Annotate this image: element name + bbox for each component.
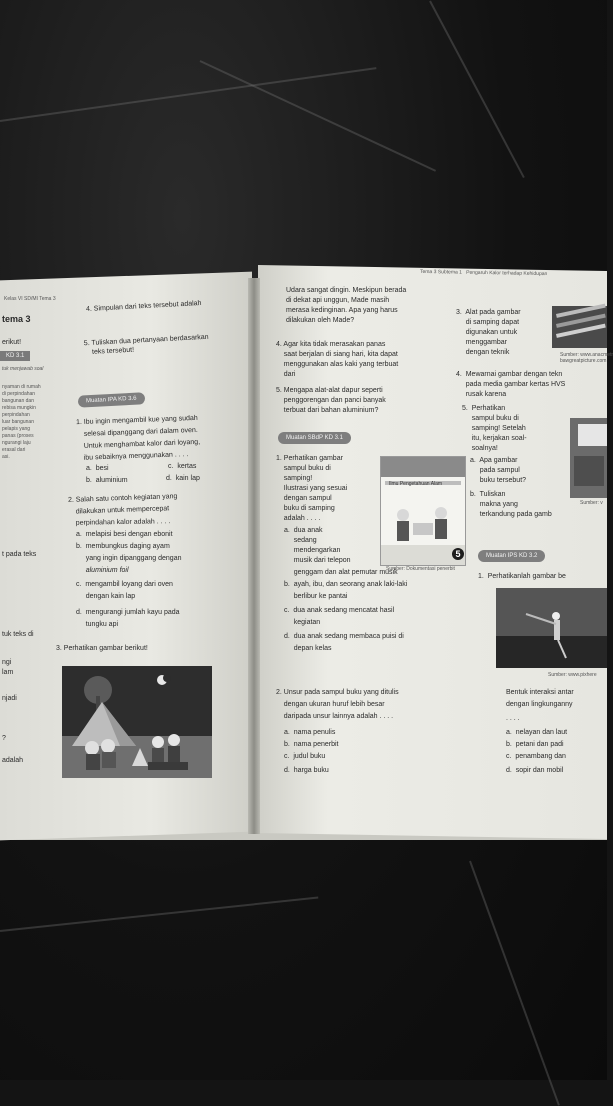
left-kd-band: KD 3.1: [0, 351, 30, 361]
left-q1-option: a. besi: [86, 465, 109, 472]
cover-title: Ilmu Pengetahuan Alam: [389, 481, 443, 487]
right-q5-line: penggorengan dan panci banyak: [276, 397, 386, 404]
right-q5-line: terbuat dari bahan aluminium?: [276, 407, 379, 414]
right-c5-option: terkandung pada gamb: [470, 511, 552, 518]
right-ips-line: dengan lingkunganny: [506, 701, 573, 708]
right-s2-line: daripada unsur lainnya adalah . . . .: [276, 713, 394, 720]
right-c5-option: b. Tuliskan: [470, 491, 506, 498]
right-q4-line: menggunakan alas kaki yang terbuat: [276, 361, 399, 368]
right-s1-line: samping!: [276, 475, 313, 482]
right-c5-option: makna yang: [470, 501, 518, 508]
left-side-text: luar bangunan: [2, 419, 34, 425]
left-side-text: perpindahan: [2, 412, 30, 418]
right-c3-line: menggambar: [456, 339, 507, 346]
right-c3-line: digunakan untuk: [456, 329, 518, 336]
right-c3-line: 3. Alat pada gambar: [456, 309, 521, 316]
muatan-ips-badge: Muatan IPS KD 3.2: [478, 550, 545, 562]
left-q2-line: dilakukan untuk mempercepat: [67, 505, 170, 516]
left-q1-line: Untuk menghambat kalor dari loyang,: [75, 438, 201, 451]
right-s1-line: buku di samping: [276, 505, 335, 512]
cover-caption: Sumber: Dokumentasi penerbit: [386, 566, 455, 572]
muatan-sbdp-badge: Muatan SBdP KD 3.1: [278, 432, 351, 444]
right-s1-line: dengan sampul: [276, 495, 332, 502]
book-gutter: [248, 278, 260, 834]
right-c5-option: buku tersebut?: [470, 477, 527, 484]
right-q4-line: 4. Agar kita tidak merasakan panas: [276, 341, 386, 348]
right-q4-line: dari: [276, 371, 296, 378]
right-c4-line: rusak karena: [456, 391, 507, 398]
right-s1-option: a. dua anak: [284, 527, 323, 534]
left-q4: 4. Simpulan dari teks tersebut adalah: [85, 299, 202, 314]
right-intro-line: di dekat api unggun, Made masih: [286, 297, 390, 304]
drawing-tool-photo: [552, 306, 607, 348]
right-s1-line: adalah . . . .: [276, 515, 321, 522]
marble-vein: [469, 861, 560, 1106]
right-c4-line: pada media gambar kertas HVS: [456, 381, 566, 388]
right-s2-option: b. nama penerbit: [284, 741, 339, 748]
left-q3: 3. Perhatikan gambar berikut!: [56, 645, 148, 652]
left-q2-option: yang ingin dipanggang dengan: [76, 555, 182, 562]
left-q2-option: dengan kain lap: [76, 593, 136, 600]
right-c3-line: dengan teknik: [456, 349, 510, 356]
right-c5-line: soalnya!: [462, 445, 498, 452]
left-q1-line: ibu sebaiknya menggunakan . . . .: [75, 451, 189, 462]
left-q1-line: selesai dipanggang dari dalam oven.: [75, 426, 198, 439]
right-intro-line: dilakukan oleh Made?: [286, 317, 355, 324]
right-q5-line: 5. Mengapa alat-alat dapur seperti: [276, 387, 383, 394]
right-c3-line: di samping dapat: [456, 319, 520, 326]
left-q2-option: tungku api: [76, 621, 119, 628]
right-s1-option: depan kelas: [284, 645, 332, 652]
right-s2-option: a. nama penulis: [284, 729, 336, 736]
right-s2-option: d. harga buku: [284, 767, 329, 774]
left-q1-option: d. kain lap: [166, 475, 200, 482]
left-side-text: tuk menjawab soal: [2, 366, 44, 372]
right-s1-option: musik dari telepon: [284, 557, 351, 564]
left-side-text: rebisa mungkin: [2, 405, 36, 411]
left-q2-option: a. melapisi besi dengan ebonit: [76, 531, 173, 538]
left-q2-option: aluminium foil: [76, 567, 129, 574]
left-q2-line: perpindahan kalor adalah . . . .: [67, 518, 171, 527]
right-s1-option: kegiatan: [284, 619, 321, 626]
right-s1-option: c. dua anak sedang mencatat hasil: [284, 607, 395, 614]
right-s1-line: Ilustrasi yang sesuai: [276, 485, 348, 492]
right-c4-line: 4. Mewarnai gambar dengan tekn: [456, 371, 563, 378]
marble-vein: [0, 67, 376, 122]
left-q5: 5. Tuliskan dua pertanyaan berdasarkan teks tersebut!: [83, 333, 209, 357]
drawing-tool-caption: Sumber: www.anacmetr bawgreatpicture.com: [560, 352, 613, 364]
right-ips-option: c. penambang dan: [506, 753, 566, 760]
left-side-text: t pada teks: [2, 551, 37, 558]
left-tema-label: tema 3: [2, 314, 31, 324]
cover-thumb-caption: Sumber: v: [580, 500, 603, 506]
right-c5-line: sampul buku di: [462, 415, 519, 422]
left-q1-option: c. kertas: [168, 463, 197, 470]
cover-number-badge: 5: [452, 548, 464, 560]
right-c5-option: a. Apa gambar: [470, 457, 518, 464]
right-s2-line: 2. Unsur pada sampul buku yang ditulis: [276, 689, 399, 696]
right-s1-option: sedang: [284, 537, 317, 544]
left-q2-line: 2. Salah satu contoh kegiatan yang: [67, 493, 178, 504]
open-workbook: [0, 258, 613, 843]
fisherman-caption: Sumber: www.pixhere: [548, 672, 597, 678]
right-q4-line: saat berjalan di siang hari, kita dapat: [276, 351, 398, 358]
left-q1-option: b. aluminium: [86, 477, 128, 484]
left-side-text: ?: [2, 735, 6, 742]
right-ips-line: . . . .: [506, 715, 520, 722]
left-side-text: panas (proses: [2, 433, 34, 439]
book-cover-thumbnail: [570, 418, 607, 498]
camping-illustration: [62, 666, 212, 778]
right-s2-option: c. judul buku: [284, 753, 326, 760]
left-side-text: lam: [2, 669, 14, 676]
left-side-text: asi.: [2, 454, 10, 460]
right-s1-option: genggam dan alat pemutar musik: [284, 569, 398, 576]
marble-vein: [429, 1, 525, 179]
muatan-ipa-badge: Muatan IPA KD 3.6: [78, 392, 145, 407]
right-c5-line: 5. Perhatikan: [462, 405, 506, 412]
left-page-header: Kelas VI SD/MI Tema 3: [4, 296, 56, 302]
marble-vein: [0, 897, 318, 932]
fisherman-photo: [496, 588, 607, 668]
right-ips-option: b. petani dan padi: [506, 741, 564, 748]
right-s1-option: berlibur ke pantai: [284, 593, 348, 600]
left-side-text: bangunan dan: [2, 398, 34, 404]
left-side-text: pelapis yang: [2, 426, 31, 432]
right-page-header: Tema 3 Subtema 1 Pengaruh Kalor terhadap Kehidupan: [419, 268, 548, 278]
left-side-text: erasal dari: [2, 447, 26, 453]
left-q2-option: d. mengurangi jumlah kayu pada: [76, 609, 180, 616]
left-side-text: njadi: [2, 695, 17, 702]
right-s1-option: mendengarkan: [284, 547, 341, 554]
right-intro-line: Udara sangat dingin. Meskipun berada: [286, 287, 407, 294]
right-ips-line: Bentuk interaksi antar: [506, 689, 574, 696]
right-ips-option: a. nelayan dan laut: [506, 729, 568, 736]
right-s1-line: sampul buku di: [276, 465, 331, 472]
right-s1-option: d. dua anak sedang membaca puisi di: [284, 633, 404, 640]
right-s2-line: dengan ukuran huruf lebih besar: [276, 701, 385, 708]
right-c5-line: itu, kerjakan soal-: [462, 435, 527, 442]
left-side-text: ngurangi laju: [2, 440, 31, 446]
left-q2-option: c. mengambil loyang dari oven: [76, 581, 173, 588]
right-c5-option: pada sampul: [470, 467, 520, 474]
right-c5-line: samping! Setelah: [462, 425, 526, 432]
right-s1-line: 1. Perhatikan gambar: [276, 455, 343, 462]
left-side-text: di perpindahan: [2, 391, 36, 397]
left-side-text: tuk teks di: [2, 631, 34, 638]
left-side-text: erikut!: [2, 339, 22, 346]
left-side-text: nyaman di rumah: [2, 384, 41, 390]
left-q2-option: b. membungkus daging ayam: [76, 543, 170, 550]
right-intro-line: merasa kedinginan. Apa yang harus: [286, 307, 398, 314]
left-q1-line: 1. Ibu ingin mengambil kue yang sudah: [75, 414, 198, 427]
left-side-text: ngi: [2, 659, 12, 666]
left-side-text: adalah: [2, 757, 24, 764]
right-s1-option: b. ayah, ibu, dan seorang anak laki-laki: [284, 581, 408, 588]
right-ips-option: d. sopir dan mobil: [506, 767, 564, 774]
right-ips-question: 1. Perhatikanlah gambar be: [478, 573, 566, 580]
